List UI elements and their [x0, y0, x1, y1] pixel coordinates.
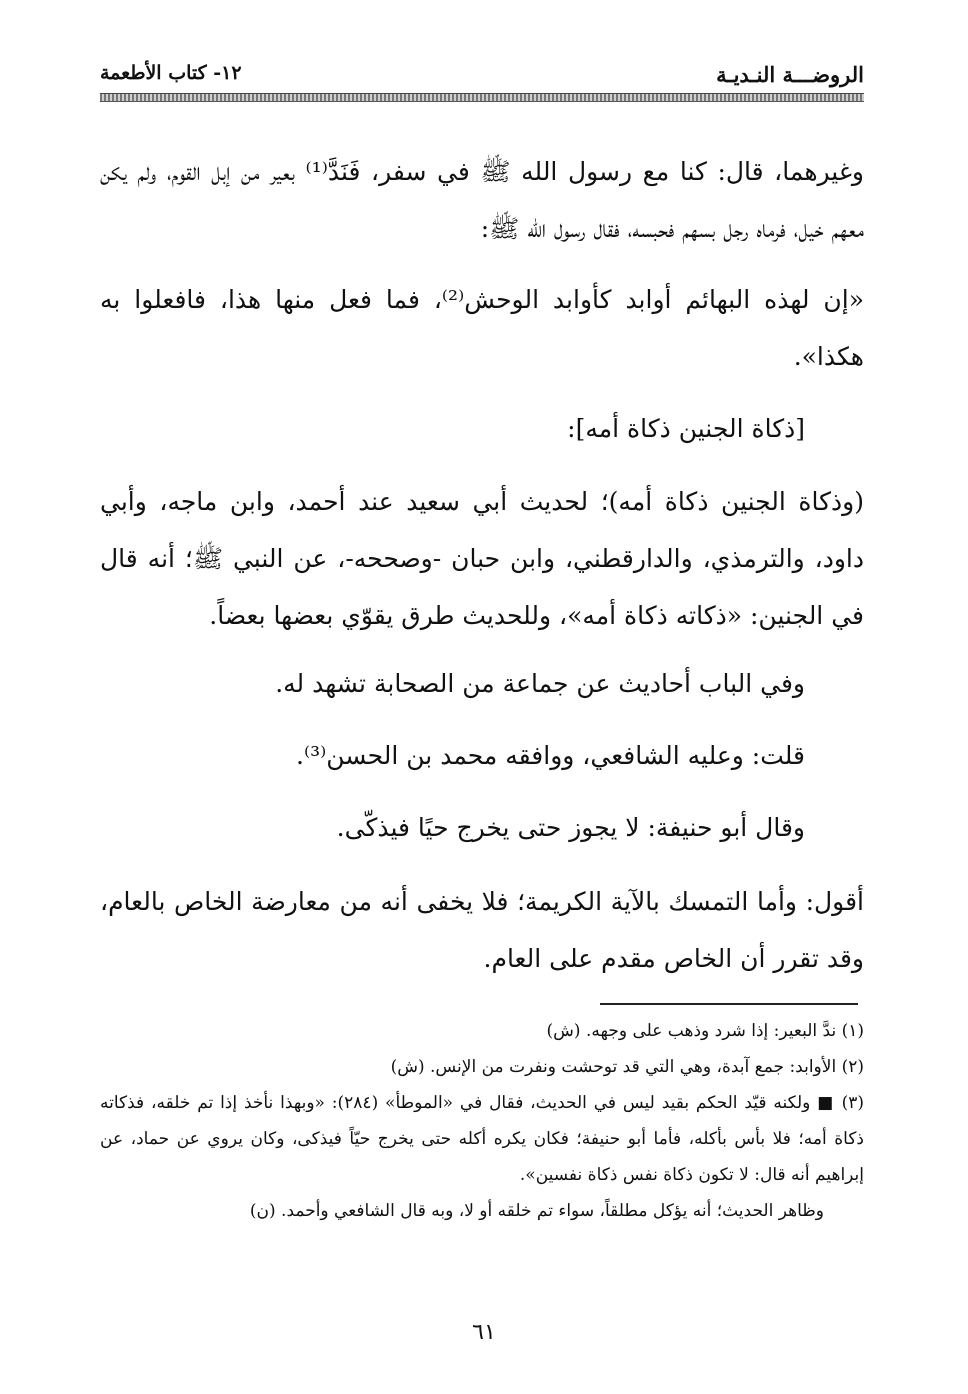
running-header: [100, 62, 864, 92]
footnote-2: (٢) الأوابد: جمع آبدة، وهي التي قد توحشت ونفرت من الإنس. (ش): [390, 1057, 864, 1077]
footnote-3: (٣) ■ ولكنه قيّد الحكم بقيد ليس في الحديث، فقال في «الموطأ» (٢٨٤): «وبهذا نأخذ إذا تم خلقه، فذكاته ذكاة أمه؛ فلا بأس بأكله، فأما أبو حنيفة؛ فكان يكره أكله حتى يخرج حيّاً فيذكى، وكان يروي عن حماد، عن إبراهيم أنه قال: لا تكون ذكاة نفس ذكاة نفسين».: [100, 1093, 864, 1185]
page-number: ٦١: [472, 1320, 496, 1345]
paragraph-shafii: قلت: وعليه الشافعي، ووافقه محمد بن الحسن⁽³⁾.: [296, 741, 805, 770]
footnote-3-continuation: وظاهر الحديث؛ أنه يؤكل مطلقاً، سواء تم خلقه أو لا، وبه قال الشافعي وأحمد. (ن): [249, 1201, 824, 1221]
paragraph-author-opinion: أقول: وأما التمسك بالآية الكريمة؛ فلا يخفى أنه من معارضة الخاص بالعام، وقد تقرر أن الخاص مقدم على العام.: [100, 887, 864, 973]
paragraph-hadith-intro: وغيرهما، قال: كنا مع رسول الله ﷺ في سفر، فَنَدَّ⁽¹⁾ بعير من إبل القوم، ولم يكن معهم خيل، فرماه رجل بسهم فحبسه، فقال رسول الله ﷺ:: [100, 157, 864, 243]
footnote-separator: [600, 1003, 858, 1005]
paragraph-hadith-quote: «إن لهذه البهائم أوابد كأوابد الوحش⁽²⁾، فما فعل منها هذا، فافعلوا به هكذا».: [100, 285, 864, 371]
section-heading: [ذكاة الجنين ذكاة أمه]:: [567, 414, 805, 443]
paragraph-companions: وفي الباب أحاديث عن جماعة من الصحابة تشهد له.: [275, 669, 805, 698]
footnotes: [100, 1013, 864, 1229]
header-rule: [100, 93, 864, 102]
book-title: الروضـــة النـديـة: [716, 62, 864, 87]
footnote-1: (١) ندَّ البعير: إذا شرد وذهب على وجهه. (ش): [546, 1021, 864, 1041]
paragraph-abu-hanifa: وقال أبو حنيفة: لا يجوز حتى يخرج حيًا فيذكّى.: [336, 813, 805, 842]
paragraph-fetus-slaughter: (وذكاة الجنين ذكاة أمه)؛ لحديث أبي سعيد عند أحمد، وابن ماجه، وأبي داود، والترمذي، والدارقطني، وابن حبان -وصححه-، عن النبي ﷺ؛ أنه قال في الجنين: «ذكاته ذكاة أمه»، وللحديث طرق يقوّي بعضها بعضاً.: [100, 487, 864, 630]
chapter-title: ١٢- كتاب الأطعمة: [100, 62, 242, 84]
